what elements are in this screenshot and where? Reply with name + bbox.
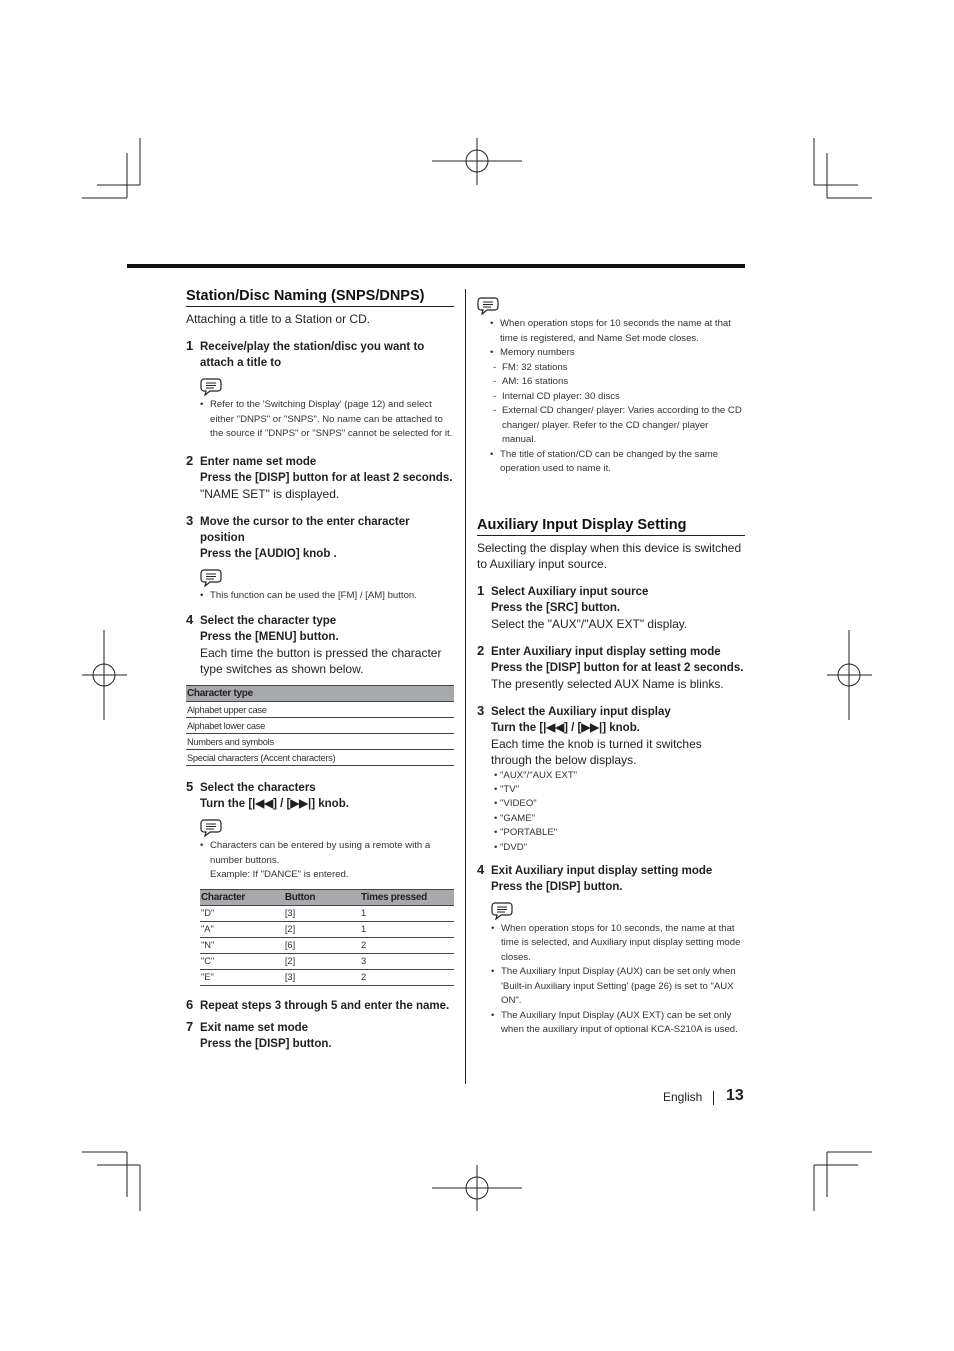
step-2 xyxy=(186,454,454,502)
section-intro: Attaching a title to a Station or CD. xyxy=(186,312,371,326)
table-cell: 2 xyxy=(360,937,454,953)
right-column xyxy=(477,295,745,1038)
step-title: Receive/play the station/disc you want to attach a title to xyxy=(200,341,425,369)
step-instruction: Press the [SRC] button. xyxy=(491,601,621,614)
section-intro: Selecting the display when this device is switched to Auxiliary input source. xyxy=(477,540,742,571)
table-cell: 2 xyxy=(360,969,454,985)
table-cell: 3 xyxy=(360,953,454,969)
table-header: Times pressed xyxy=(360,889,454,905)
table-cell: [3] xyxy=(284,905,360,921)
display-option: • "VIDEO" xyxy=(494,798,537,810)
note-list xyxy=(490,317,745,477)
display-option: • "GAME" xyxy=(494,812,536,824)
table-cell: "N" xyxy=(200,937,284,953)
table-cell: 1 xyxy=(360,921,454,937)
note-subitem: - External CD changer/ player: Varies according to the CD changer/ player. Refer to the CD changer/ player manual. xyxy=(490,404,745,448)
step-title: Select the characters xyxy=(200,782,316,794)
table-row xyxy=(186,718,454,734)
note-icon xyxy=(200,376,222,396)
table-row xyxy=(186,702,454,718)
step-1 xyxy=(477,584,745,632)
step-instruction: Press the [MENU] button. xyxy=(200,631,339,643)
step-result: "NAME SET" is displayed. xyxy=(200,486,340,501)
step-number: 2 xyxy=(186,452,194,468)
note-example: Example: If "DANCE" is entered. xyxy=(210,869,349,880)
step-title: Exit Auxiliary input display setting mode xyxy=(491,864,713,877)
footer-divider xyxy=(713,1091,714,1105)
note-text: Characters can be entered by using a remote with a number buttons. xyxy=(210,840,431,866)
step-4 xyxy=(186,613,454,677)
note-item xyxy=(200,839,454,883)
table-cell: "C" xyxy=(200,953,284,969)
column-divider xyxy=(465,289,466,1084)
step-title: Repeat steps 3 through 5 and enter the name. xyxy=(200,999,450,1012)
display-option: • "PORTABLE" xyxy=(494,827,558,839)
step-3 xyxy=(477,704,745,855)
section-heading-station-naming: Station/Disc Naming (SNPS/DNPS) xyxy=(186,288,454,307)
table-cell: [3] xyxy=(284,969,360,985)
table-row xyxy=(200,921,454,937)
step-title: Enter Auxiliary input display setting mode xyxy=(491,645,721,658)
step-3 xyxy=(186,514,454,604)
note-subitem: - Internal CD player: 30 discs xyxy=(490,390,745,405)
step-2 xyxy=(477,644,745,692)
table-header: Button xyxy=(284,889,360,905)
note-item: • The Auxiliary Input Display (AUX) can be set only when 'Built-in Auxiliary input Setting' (page 26) is set to "AUX ON". xyxy=(491,965,745,1009)
step-result: Select the "AUX"/"AUX EXT" display. xyxy=(491,616,688,631)
step-number: 1 xyxy=(477,582,485,598)
note-subitem: - AM: 16 stations xyxy=(490,375,745,390)
table-header: Character type xyxy=(186,686,454,702)
display-option: • "DVD" xyxy=(494,841,528,853)
step-result: Each time the knob is turned it switches through the below displays. xyxy=(491,736,702,767)
note-item: • The title of station/CD can be changed by the same operation used to name it. xyxy=(490,448,745,477)
step-number: 4 xyxy=(477,861,485,877)
table-cell: "A" xyxy=(200,921,284,937)
table-header: Character xyxy=(200,889,284,905)
table-cell: "D" xyxy=(200,905,284,921)
step-title: Move the cursor to the enter character position xyxy=(200,515,410,544)
table-cell: [2] xyxy=(284,953,360,969)
note-item: • When operation stops for 10 seconds, the name at that time is selected, and Auxiliary input display setting mode closes. xyxy=(491,922,745,966)
display-option: • "TV" xyxy=(494,783,520,795)
step-instruction: Press the [DISP] button for at least 2 seconds. xyxy=(200,471,453,484)
step-result: The presently selected AUX Name is blinks. xyxy=(491,676,724,691)
section-heading-aux-display: Auxiliary Input Display Setting xyxy=(477,517,745,536)
step-6 xyxy=(186,998,454,1014)
note-list xyxy=(200,839,454,883)
note-item: • The Auxiliary Input Display (AUX EXT) can be set only when the auxiliary input of optional KCA-S210A is used. xyxy=(491,1009,745,1038)
note-item: • This function can be used the [FM] / [AM] button. xyxy=(200,589,454,604)
step-number: 3 xyxy=(477,702,485,718)
step-1 xyxy=(186,339,454,442)
table-cell: "E" xyxy=(200,969,284,985)
note-list xyxy=(491,922,745,1038)
step-title: Select Auxiliary input source xyxy=(491,585,649,598)
table-cell: 1 xyxy=(360,905,454,921)
note-item: • Refer to the 'Switching Display' (page 12) and select either "DNPS" or "SNPS". No name can be attached to the source if "DNPS" or "SNPS" cannot be selected for it. xyxy=(200,398,454,442)
display-options-list xyxy=(491,769,745,855)
step-title: Enter name set mode xyxy=(200,455,317,468)
step-title: Select the Auxiliary input display xyxy=(491,705,671,718)
step-4 xyxy=(477,863,745,1038)
note-icon xyxy=(200,817,222,837)
table-cell: Numbers and symbols xyxy=(186,734,454,750)
step-result: Each time the button is pressed the character type switches as shown below. xyxy=(200,646,442,676)
page-number: 13 xyxy=(726,1087,744,1104)
step-number: 6 xyxy=(186,996,194,1012)
step-number: 5 xyxy=(186,779,194,794)
note-item: • When operation stops for 10 seconds the name at that time is registered, and Name Set mode closes. xyxy=(490,317,745,346)
step-number: 1 xyxy=(186,338,194,353)
header-rule xyxy=(127,264,745,268)
table-row xyxy=(186,750,454,766)
note-icon xyxy=(477,295,499,315)
step-7 xyxy=(186,1020,454,1052)
step-instruction: Press the [DISP] button. xyxy=(200,1037,332,1050)
step-instruction: Press the [AUDIO] knob . xyxy=(200,547,337,560)
step-number: 7 xyxy=(186,1018,194,1034)
step-instruction: Press the [DISP] button. xyxy=(491,880,623,893)
character-type-table xyxy=(186,685,454,766)
table-cell: Alphabet upper case xyxy=(186,702,454,718)
table-cell: [6] xyxy=(284,937,360,953)
display-option: • "AUX"/"AUX EXT" xyxy=(494,769,578,781)
table-row xyxy=(186,734,454,750)
table-cell: Special characters (Accent characters) xyxy=(186,750,454,766)
step-5 xyxy=(186,780,454,986)
step-title: Select the character type xyxy=(200,615,337,627)
step-instruction: Turn the [|◀◀] / [▶▶|] knob. xyxy=(200,798,349,810)
table-row xyxy=(200,905,454,921)
dance-example-table xyxy=(200,889,454,986)
table-cell: [2] xyxy=(284,921,360,937)
note-list xyxy=(200,589,454,604)
note-icon xyxy=(200,567,222,587)
step-instruction: Turn the [|◀◀] / [▶▶|] knob. xyxy=(491,721,640,734)
step-title: Exit name set mode xyxy=(200,1021,309,1034)
left-column xyxy=(186,288,454,1052)
step-number: 4 xyxy=(186,612,194,627)
step-number: 2 xyxy=(477,642,485,658)
step-number: 3 xyxy=(186,512,194,528)
step-instruction: Press the [DISP] button for at least 2 seconds. xyxy=(491,661,744,674)
footer-language: English xyxy=(663,1090,703,1104)
note-item: • Memory numbers xyxy=(490,346,745,361)
table-row xyxy=(200,953,454,969)
table-row xyxy=(200,937,454,953)
note-icon xyxy=(491,900,513,920)
table-row xyxy=(200,969,454,985)
table-cell: Alphabet lower case xyxy=(186,718,454,734)
note-list xyxy=(200,398,454,442)
note-subitem: - FM: 32 stations xyxy=(490,361,745,376)
